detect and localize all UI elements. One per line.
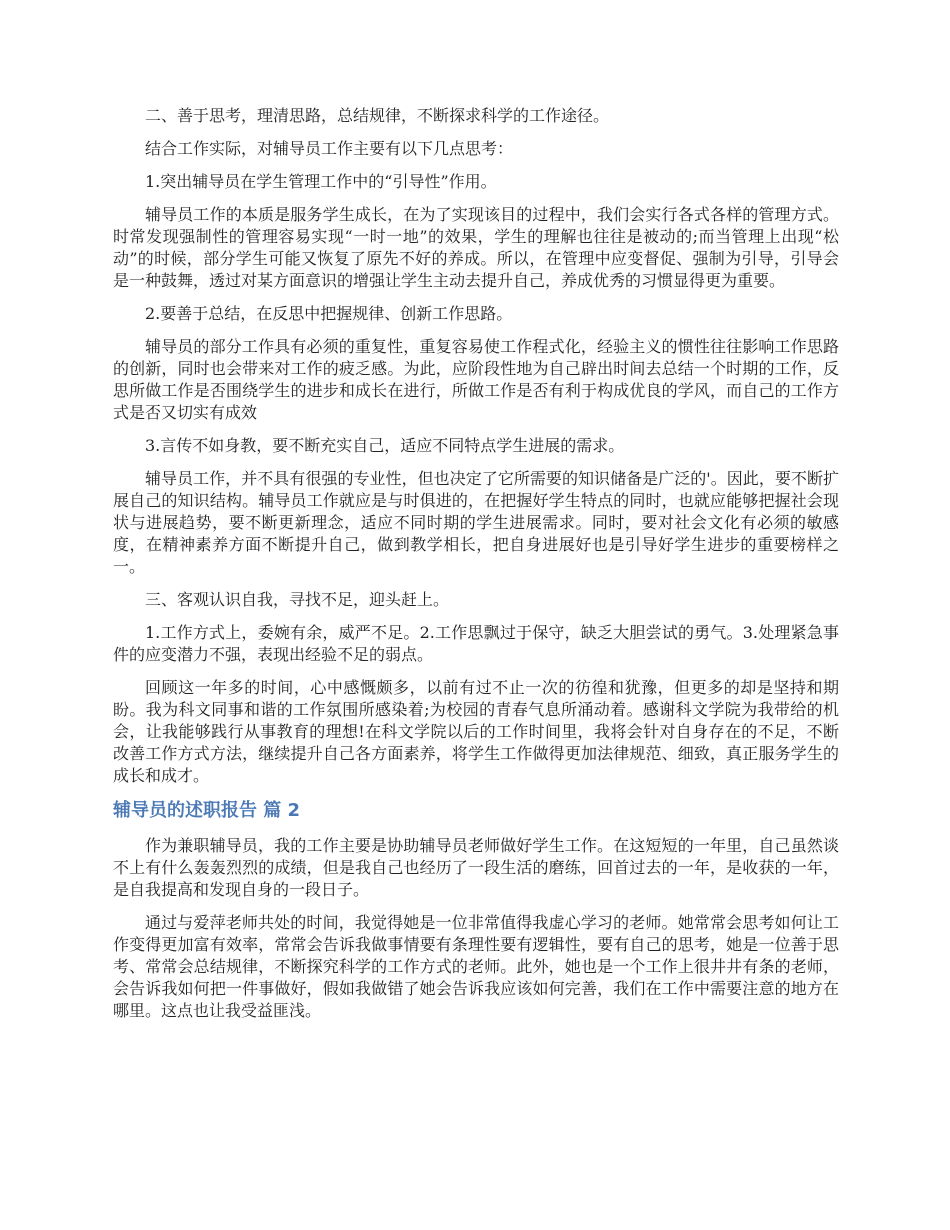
review-paragraph: 回顾这一年多的时间，心中感慨颇多，以前有过不止一次的彷徨和犹豫，但更多的却是坚持和期盼。我为科文同事和谐的工作氛围所感染着;为校园的青春气息所涌动着。感谢科文学院为我带给的机会，让我能够践行从事教育的理想!在科文学院以后的工作时间里，我将会针对自身存在的不足，不断改善工作方式方法，继续提升自己各方面素养，将学生工作做得更加法律规范、细致，真正服务学生的成长和成才。 bbox=[113, 678, 839, 785]
report-2-paragraph-1: 作为兼职辅导员，我的工作主要是协助辅导员老师做好学生工作。在这短短的一年里，自己虽然谈不上有什么轰轰烈烈的成绩，但是我自己也经历了一段生活的磨练，回首过去的一年，是收获的一年，是自我提高和发现自身的一段日子。 bbox=[113, 836, 839, 899]
point-3-title: 3.言传不如身教，要不断充实自己，适应不同特点学生进展的需求。 bbox=[145, 436, 625, 455]
point-3-body: 辅导员工作，并不具有很强的专业性，但也决定了它所需要的知识储备是广泛的'。因此，要不断扩展自己的知识结构。辅导员工作就应是与时俱进的，在把握好学生特点的同时，也就应能够把握社会现状与进展趋势，要不断更新理念，适应不同时期的学生进展需求。同时，要对社会文化有必须的敏感度，在精神素养方面不断提升自己，做到教学相长，把自身进展好也是引导好学生进步的重要榜样之一。 bbox=[113, 469, 839, 576]
point-2-title: 2.要善于总结，在反思中把握规律、创新工作思路。 bbox=[145, 304, 513, 323]
point-1-title: 1.突出辅导员在学生管理工作中的“引导性”作用。 bbox=[145, 172, 497, 191]
point-1-body: 辅导员工作的本质是服务学生成长，在为了实现该目的过程中，我们会实行各式各样的管理方式。时常发现强制性的管理容易实现“一时一地”的效果，学生的理解也往往是被动的;而当管理上出现“松动”的时候，部分学生可能又恢复了原先不好的养成。所以，在管理中应变督促、强制为引导，引导会是一种鼓舞，透过对某方面意识的增强让学生主动去提升自己，养成优秀的习惯显得更为重要。 bbox=[113, 205, 839, 290]
document-page bbox=[113, 105, 839, 1033]
section-heading-think: 二、善于思考，理清思路，总结规律，不断探求科学的工作途径。 bbox=[145, 106, 610, 125]
section-heading-self: 三、客观认识自我，寻找不足，迎头赶上。 bbox=[145, 590, 450, 609]
point-2-body: 辅导员的部分工作具有必须的重复性，重复容易使工作程式化，经验主义的惯性往往影响工作思路的创新，同时也会带来对工作的疲乏感。为此，应阶段性地为自己辟出时间去总结一个时期的工作，反思所做工作是否围绕学生的进步和成长在进行，所做工作是否有利于构成优良的学风，而自己的工作方式是否又切实有成效 bbox=[113, 337, 839, 422]
report-2-paragraph-2: 通过与爱萍老师共处的时间，我觉得她是一位非常值得我虚心学习的老师。她常常会思考如何让工作变得更加富有效率，常常会告诉我做事情要有条理性要有逻辑性，要有自己的思考，她是一位善于思考、常常会总结规律，不断探究科学的工作方式的老师。此外，她也是一个工作上很井井有条的老师，会告诉我如何把一件事做好，假如我做错了她会告诉我应该如何完善，我们在工作中需要注意的地方在哪里。这点也让我受益匪浅。 bbox=[113, 913, 839, 1020]
intro-paragraph: 结合工作实际，对辅导员工作主要有以下几点思考： bbox=[145, 139, 514, 158]
report-heading-2: 辅导员的述职报告 篇 2 bbox=[113, 800, 301, 821]
shortcomings-paragraph: 1.工作方式上，委婉有余，威严不足。2.工作思飘过于保守，缺乏大胆尝试的勇气。3.处理紧急事件的应变潜力不强，表现出经验不足的弱点。 bbox=[113, 623, 839, 664]
